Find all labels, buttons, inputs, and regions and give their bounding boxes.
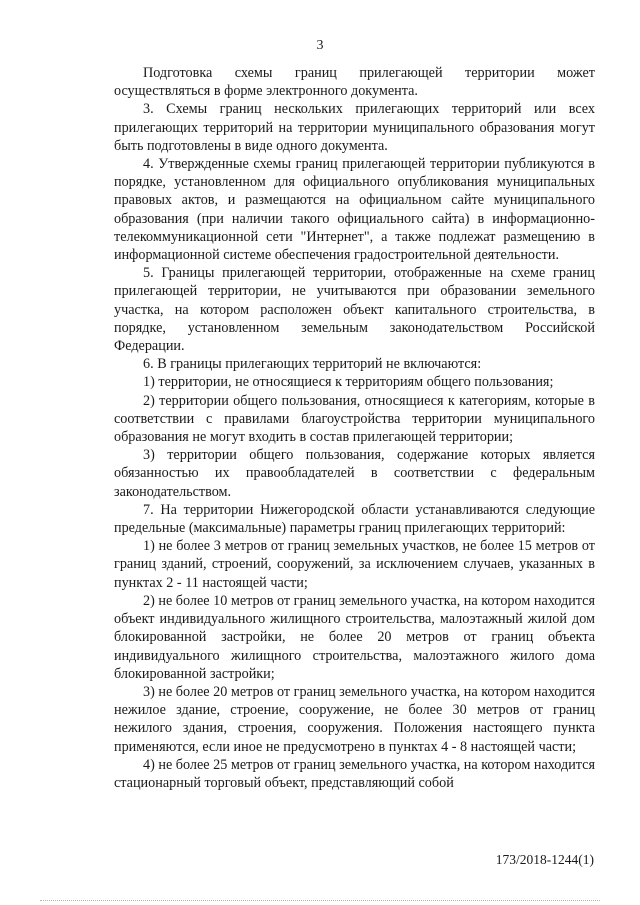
document-registration-code: 173/2018-1244(1) — [495, 852, 594, 867]
paragraph: 3) территории общего пользования, содержание которых является обязанностью их правообладателей в соответствии с федеральным законодательством. — [114, 447, 595, 500]
paragraph: 4. Утвержденные схемы границ прилегающей территории публикуются в порядке, установленном для официального опубликования муниципальных правовых актов, и размещаются на официальном сайте муниципального образования (при наличии такого официального сайта) в информационно-телекоммуникационной сети "Интернет", а также подлежат размещению в информационной системе обеспечения градостроительной деятельности. — [114, 156, 595, 264]
document-body — [114, 64, 595, 792]
paragraph: 7. На территории Нижегородской области устанавливаются следующие предельные (максимальные) параметры границ прилегающих территорий: — [114, 501, 595, 537]
scan-edge-line — [40, 900, 600, 902]
paragraph: 1) территории, не относящиеся к территориям общего пользования; — [143, 374, 554, 391]
paragraph: Подготовка схемы границ прилегающей территории может осуществляться в форме электронного документа. — [114, 65, 595, 100]
paragraph: 3) не более 20 метров от границ земельного участка, на котором находится нежилое здание, строение, сооружение, не более 30 метров от границ нежилого здания, строения, сооружения. Положения настоящего пункта применяются, если иное не предусмотрено в пунктах 4 - 8 настоящей части; — [114, 683, 595, 755]
paragraph: 4) не более 25 метров от границ земельного участка, на котором находится стационарный торговый объект, представляющий собой — [114, 756, 595, 791]
paragraph: 3. Схемы границ нескольких прилегающих территорий или всех прилегающих территорий на территории муниципального образования могут быть подготовлены в виде одного документа. — [114, 101, 595, 154]
paragraph: 2) территории общего пользования, относящиеся к категориям, которые в соответствии с правилами благоустройства территории муниципального образования не могут входить в состав прилегающей территории; — [114, 392, 595, 446]
paragraph: 5. Границы прилегающей территории, отображенные на схеме границ прилегающей территории, не учитываются при образовании земельного участка, на котором расположен объект капитального строительства, в порядке, установленном земельным законодательством Российской Федерации. — [114, 265, 595, 355]
paragraph: 2) не более 10 метров от границ земельного участка, на котором находится объект индивидуального жилищного строительства, малоэтажный жилой дом блокированной застройки, не более 20 метров от границ объекта индивидуального жилищного строительства, малоэтажного жилого дома блокированной застройки; — [114, 592, 595, 682]
page-number: 3 — [316, 38, 324, 53]
paragraph: 6. В границы прилегающих территорий не включаются: — [143, 356, 482, 373]
paragraph: 1) не более 3 метров от границ земельных участков, не более 15 метров от границ зданий, строений, сооружений, за исключением случаев, указанных в пунктах 2 - 11 настоящей части; — [114, 538, 595, 591]
